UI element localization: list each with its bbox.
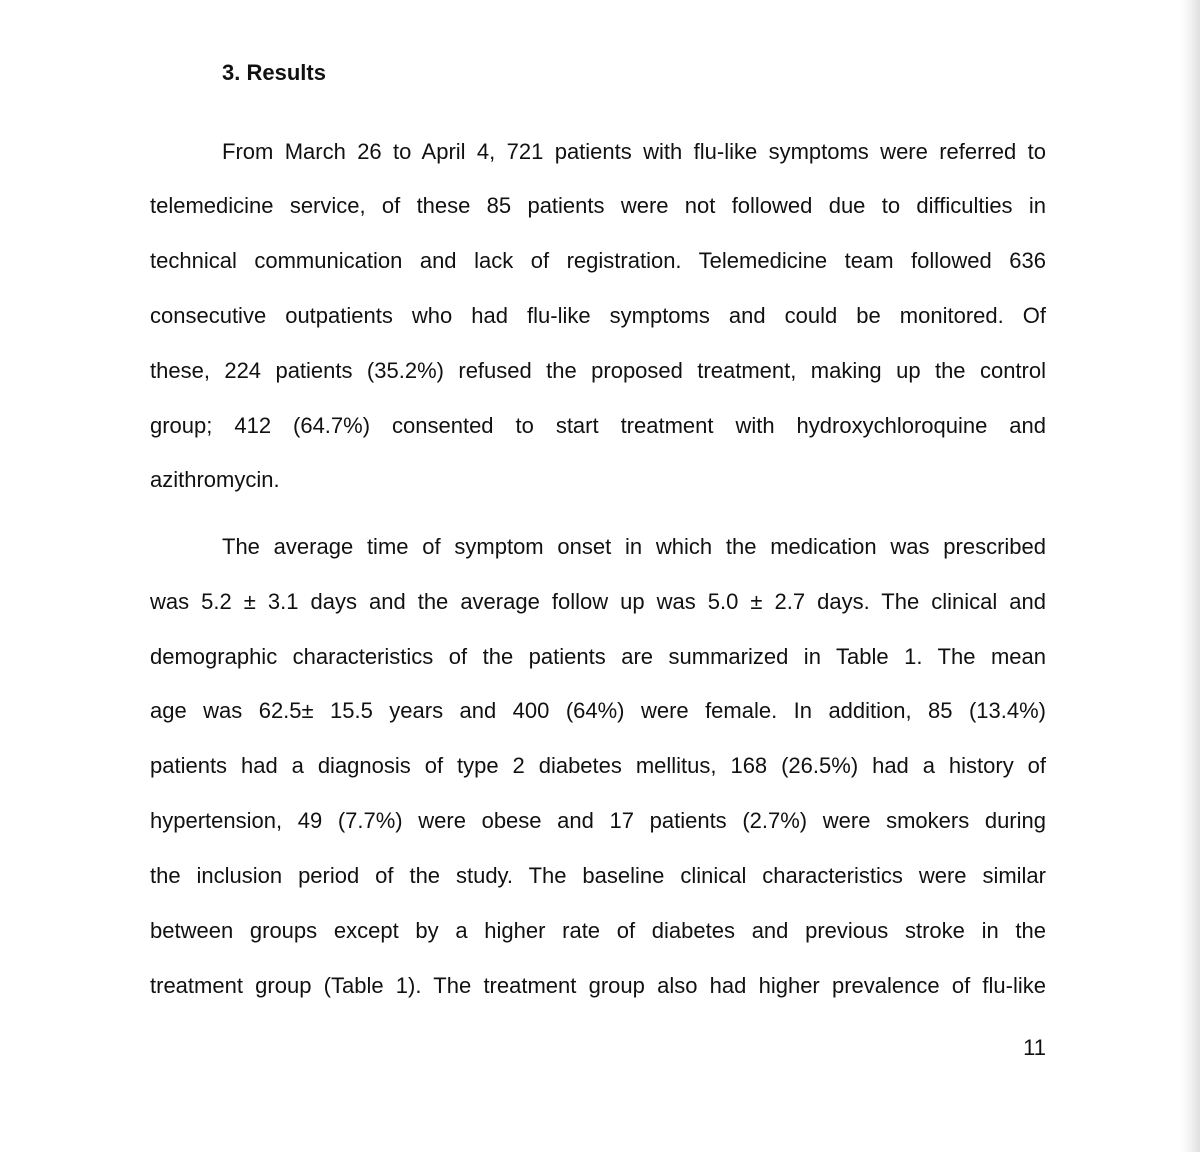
paragraph-line: treatment group (Table 1). The treatment group also had higher prevalence of flu-like [150, 973, 1046, 998]
paragraph-line: group; 412 (64.7%) consented to start treatment with hydroxychloroquine and [150, 413, 1046, 438]
paragraph-line: From March 26 to April 4, 721 patients with flu-like symptoms were referred to [222, 139, 1046, 164]
paragraph-line: age was 62.5± 15.5 years and 400 (64%) were female. In addition, 85 (13.4%) [150, 698, 1046, 723]
section-heading: 3. Results [222, 60, 326, 85]
paragraph-line: these, 224 patients (35.2%) refused the proposed treatment, making up the control [150, 358, 1046, 383]
paragraph-line: The average time of symptom onset in which the medication was prescribed [222, 534, 1046, 559]
paragraph-line: demographic characteristics of the patients are summarized in Table 1. The mean [150, 644, 1046, 669]
paragraph-line: hypertension, 49 (7.7%) were obese and 17 patients (2.7%) were smokers during [150, 808, 1046, 833]
paragraph-line: technical communication and lack of registration. Telemedicine team followed 636 [150, 248, 1046, 273]
page-edge-shadow [1180, 0, 1200, 1152]
page-number: 11 [1023, 1035, 1046, 1060]
paragraph-line: patients had a diagnosis of type 2 diabetes mellitus, 168 (26.5%) had a history of [150, 753, 1046, 778]
paragraph-line: between groups except by a higher rate of diabetes and previous stroke in the [150, 918, 1046, 943]
paragraph-line: telemedicine service, of these 85 patients were not followed due to difficulties in [150, 193, 1046, 218]
paragraph-line: was 5.2 ± 3.1 days and the average follow up was 5.0 ± 2.7 days. The clinical and [150, 589, 1046, 614]
paragraph-line: the inclusion period of the study. The baseline clinical characteristics were similar [150, 863, 1046, 888]
paragraph-line: azithromycin. [150, 467, 280, 492]
paragraph-line: consecutive outpatients who had flu-like symptoms and could be monitored. Of [150, 303, 1046, 328]
